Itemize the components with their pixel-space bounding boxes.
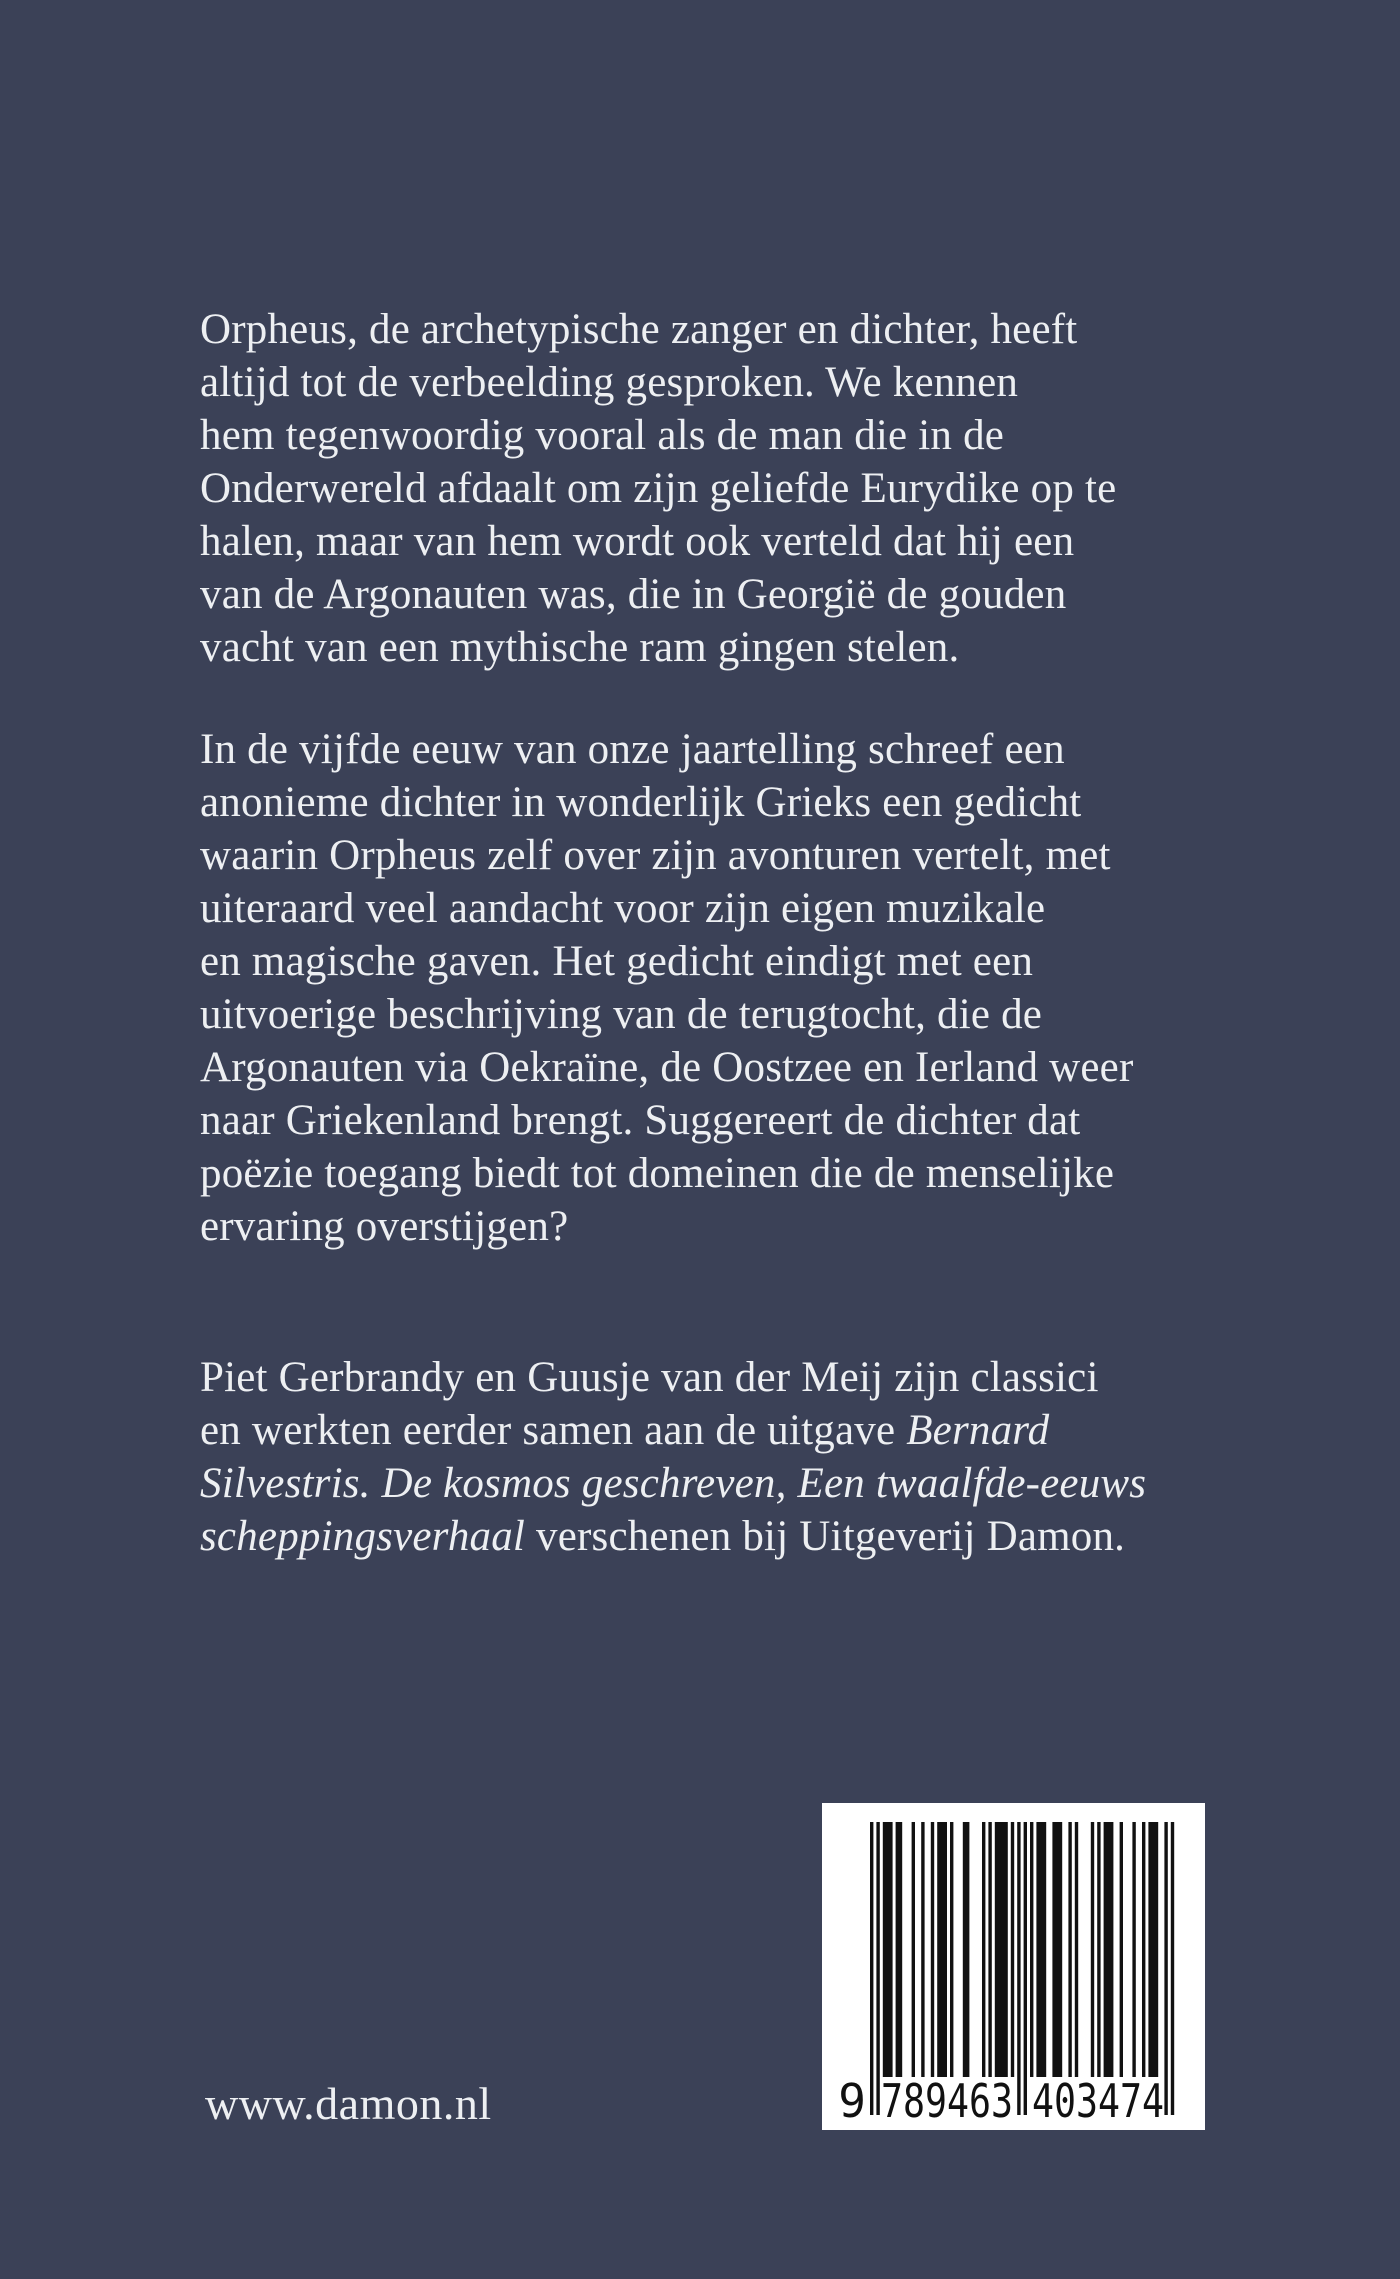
text-line: van de Argonauten was, die in Georgië de gouden	[200, 571, 1067, 618]
text-line: en werkten eerder samen aan de uitgave Bernard	[200, 1407, 1050, 1454]
synopsis-paragraph-1	[200, 303, 1260, 674]
text-line: naar Griekenland brengt. Suggereert de dichter dat	[200, 1097, 1081, 1144]
text-line: halen, maar van hem wordt ook verteld dat hij een	[200, 518, 1075, 565]
isbn-number: 9	[838, 2074, 866, 2128]
text-line: Argonauten via Oekraïne, de Oostzee en Ierland weer	[200, 1044, 1134, 1091]
text-line: hem tegenwoordig vooral als de man die in de	[200, 412, 1005, 459]
authors-paragraph	[200, 1351, 1260, 1563]
isbn-barcode	[822, 1803, 1205, 2130]
text-line: poëzie toegang biedt tot domeinen die de menselijke	[200, 1150, 1115, 1197]
isbn-number: 789463	[881, 2074, 1013, 2128]
text-line: ervaring overstijgen?	[200, 1203, 569, 1250]
text-line: uiteraard veel aandacht voor zijn eigen muzikale	[200, 885, 1046, 932]
isbn-number: 403474	[1032, 2074, 1164, 2128]
text-line: waarin Orpheus zelf over zijn avonturen vertelt, met	[200, 832, 1111, 879]
website-url: www.damon.nl	[205, 2078, 492, 2129]
text-line: en magische gaven. Het gedicht eindigt met een	[200, 938, 1034, 985]
text-line: anonieme dichter in wonderlijk Grieks een gedicht	[200, 779, 1082, 826]
text-line: altijd tot de verbeelding gesproken. We kennen	[200, 359, 1019, 406]
text-line: scheppingsverhaal verschenen bij Uitgeverij Damon.	[200, 1513, 1126, 1560]
text-line: In de vijfde eeuw van onze jaartelling schreef een	[200, 726, 1065, 773]
text-line: Silvestris. De kosmos geschreven, Een twaalfde-eeuws	[200, 1460, 1147, 1507]
text-line: Orpheus, de archetypische zanger en dichter, heeft	[200, 306, 1078, 353]
isbn-barcode-bars	[822, 1803, 1205, 2130]
text-line: Piet Gerbrandy en Guusje van der Meij zijn classici	[200, 1354, 1099, 1401]
text-line: uitvoerige beschrijving van de terugtocht, die de	[200, 991, 1043, 1038]
text-line: Onderwereld afdaalt om zijn geliefde Eurydike op te	[200, 465, 1117, 512]
synopsis-paragraph-2	[200, 723, 1260, 1253]
text-line: vacht van een mythische ram gingen stelen.	[200, 624, 960, 671]
